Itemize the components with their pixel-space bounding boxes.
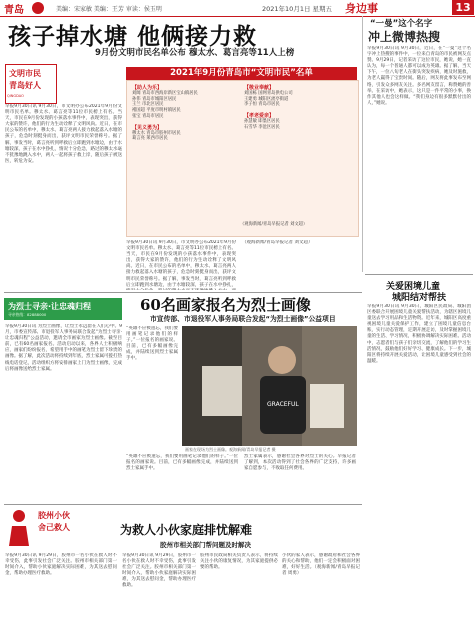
mid-story-body-left: 早报9月30日讯 为烈士画像，让烈士永远留在人们心中。9月，市委宣传部、市退役军人事务局联合发起“为烈士寻亲·让忠魂归程”公益活动，邀请全市画家为烈士画像。截至目前，已有60名画家报名。活动启动以来，各界人士积极响应，画家们纷纷报名，希望用手中的画笔为烈士留下珍贵的画像。据了解，此次活动将持续到年底，烈士家属可拨打热线电话登记，活动组织方将安排画家上门为烈士画像，完成后将画像送给烈士家属。 (5, 324, 122, 372)
list-category: 【孝老爱亲】 (244, 113, 275, 120)
svg-text:GRACEFUL: GRACEFUL (267, 401, 299, 408)
list-entry: 李子恒 青岛市居民 (244, 102, 280, 108)
mid-headline: 60名画家报名为烈士画像 (140, 296, 311, 314)
list-entry: 王兰 市北区居民 (132, 102, 164, 108)
list-entry: 刘国栋 国网青岛供电公司 (244, 91, 293, 96)
main-headline: 孩子掉水塘 他俩接力救 (8, 23, 258, 50)
right-headline: 冲上微博热搜 (368, 30, 441, 44)
lower-body-mid: 早报9月30日讯 9月29日，胶州市一名小伙在救人时不幸受伤，此事引发社会广泛关注。胶州市相关部门第一时间介入，帮助小伙家庭解决实际困难，为其送去慰问金，帮助办理医疗救助。 (122, 553, 196, 589)
mid-story-body-lower: “英雄不应被遗忘，我们要用画笔记录他们的样子。”一位报名的画家说。目前，已有多幅画像完成，并陆续送到烈士家属手中。 (126, 454, 238, 472)
badge-sub: QINGDAO (7, 94, 24, 98)
list-category: 【见义勇为】 (132, 124, 163, 131)
newspaper-logo: 青岛 (4, 5, 24, 16)
list-entry: 石雪华 李沧区居民 (244, 124, 280, 130)
issue-date: 2021年10月1日 星期五 (262, 5, 333, 13)
mid-story-body-mid: “英雄不应被遗忘，我们要用画笔记录他们的样子。”一位报名的画家说。目前，已有多幅画像完成，并陆续送到烈士家属手中。 (126, 326, 178, 362)
lower-headline: 为救人小伙家庭排忧解难 (120, 523, 253, 537)
page-number: 13 (452, 0, 474, 15)
list-entry: 孙伟 青岛市城阳区居民 (132, 96, 177, 102)
right-story-body: 早报9月30日讯 9月30日，近日，在“一曼”这个名字冲上热搜的事件中，一位来自青岛的市民被网友点赞。9月29日，记者采访了这位市民，她说，她一直认为，每一个普通人都可以成为英雄。据了解，当天下午，一位八旬老人在街头突发疾病，她及时施救，为老人赢得了宝贵时间。随后，网友将此事发布至网络，引发众多网友关注。多名网友留言，称赞她的善举。在采访中，她表示，这只是一件平常的小事，换作其他人也会这样做。“我们身边有很多默默付出的人，”她说。 (367, 46, 471, 106)
citizen-list-title: 2021年9月份青岛市“文明市民”名单 (126, 67, 357, 80)
section-rule (365, 274, 473, 275)
list-entry: 王建勇 城阳区流亭街道 (244, 96, 289, 102)
list-entry: 葛言亮 莱西市居民 (132, 136, 168, 142)
lower-body-mid2: 胶州市民政局相关负责人表示，将持续关注小伙的康复情况，为其家庭提供必要的帮助。 (200, 553, 278, 571)
mid-story-body-right: 烈士家属表示，感谢社会各界对烈士的关心。早报记者了解到，本次活动得到了社会各界的广泛支持，许多画家自愿参与，不收取任何费用。 (244, 454, 356, 472)
editor-credits: 美编：宋家敏 美编：王芳 审读：侯玉明 (56, 6, 162, 13)
martyr-search-hotline: 寻亲热线：82888000 (8, 312, 47, 317)
jiaozhou-badge-line2: 舍己救人 (38, 523, 70, 532)
right-mid-headline2: 城阳结对帮扶 (392, 293, 447, 303)
list-column-right (244, 84, 352, 131)
top-story-body-cont2: （观海新闻/青岛早报记者 刘文超） (242, 240, 313, 245)
right-kicker: “一曼”这个名字 (370, 19, 433, 29)
top-story-body: 早报9月30日讯 9月30日，市文明办公布2021年9月份文明市民名单。穆太水、葛言亮等11位市民榜上有名。当天，市民在9月份发现的小孩落水事件中，表现突出，获得大家的赞许，他们的行为生动诠释了文明风尚。近日，在市民公布的名单中，穆太水、葛言亮两人接力救起落入水塘的孩子，危急时刻挺身而出，获评文明市民荣誉称号。据了解，事发当时，葛言亮听到呼救后立即跑到水塘边，由于水塘较深，孩子在水中挣扎，情况十分危急，路过的穆太水毫不犹豫地跳入水中，两人一起将孩子救上岸，随后孩子被送医，转危为安。 (5, 104, 122, 164)
logo-mark-icon (32, 2, 44, 14)
hero-silhouette-icon (4, 508, 34, 548)
painter-photo-graphic (182, 326, 357, 446)
mid-subheadline: 市宣传部、市退役军人事务局联合发起“为烈士画像”公益项目 (150, 315, 336, 323)
list-entry: 张宝 青岛市居民 (132, 113, 164, 119)
martyr-search-title: 为烈士寻亲·让忠魂归程 (8, 302, 92, 311)
column-divider (362, 16, 363, 272)
photo-caption: 画家在现场为烈士画像。观海新闻/青岛早报记者 摄 (185, 447, 276, 452)
section-rule (4, 292, 362, 293)
list-column-left (132, 84, 237, 142)
lower-subheadline: 胶州市相关部门帮问题及时解决 (160, 541, 251, 549)
list-entry: 穆太水 青岛市胶州市居民 (132, 130, 181, 136)
right-mid-body: 早报9月30日讯 9月30日，城阳区民政局、城阳团区委联合开展困境儿童关爱帮扶活动，为辖区困境儿童送去学习用品和生活物资。近年来，城阳区高度重视困境儿童关爱保护工作，建立了困境儿童信息台账，实行动态管理，定期开展走访，及时掌握困境儿童的生活、学习情况，积极协调解决实际困难。活动中，志愿者们与孩子们亲切交流，了解他们的学习生活情况，鼓励他们好好学习、健康成长。下一步，城阳区将持续开展关爱活动，让困境儿童感受到社会的温暖。 (367, 304, 471, 364)
lower-body-left: 早报9月30日讯 9月29日，胶州市一名小伙在救人时不幸受伤，此事引发社会广泛关注。胶州市相关部门第一时间介入，帮助小伙家庭解决实际困难，为其送去慰问金，帮助办理医疗救助。 (5, 553, 117, 577)
badge-line1: 文明市民 (9, 69, 41, 78)
badge-line2: 青岛好人 (9, 81, 41, 90)
list-entry: 刘阔 青岛市西海岸新区宝山镇居民 (132, 91, 198, 96)
list-footnote: （观海新闻/青岛早报记者 刘文超） (240, 222, 308, 227)
list-entry: 褚国超 平度市明村镇居民 (132, 108, 181, 114)
section-rule (4, 504, 362, 505)
right-mid-headline1: 关爱困境儿童 (386, 282, 441, 292)
list-category: 【敬业奉献】 (244, 85, 275, 91)
section-title: 身边事 (345, 2, 378, 15)
lower-body-right: 小伙的家人表示，感谢政府和社会各界的关心和帮助，他们一定会积极面对困难，好好生活。（观海新闻/青岛早报记者 周勇） (282, 553, 360, 577)
top-story-body-cont: 早报9月30日讯 9月30日，市文明办公布2021年9月份文明市民名单。穆太水、葛言亮等11位市民榜上有名。当天，市民在9月份发现的小孩落水事件中，表现突出，获得大家的赞许，他们的行为生动诠释了文明风尚。近日，在市民公布的名单中，穆太水、葛言亮两人接力救起落入水塘的孩子，危急时刻挺身而出，获评文明市民荣誉称号。据了解，事发当时，葛言亮听到呼救后立即跑到水塘边，由于水塘较深，孩子在水中挣扎， (126, 240, 236, 288)
jiaozhou-badge-line1: 胶州小伙 (38, 511, 70, 520)
main-subheadline: 9月份文明市民名单公布 穆太水、葛言亮等11人上榜 (95, 48, 295, 58)
list-entry: 孙慧敏 即墨区居民 (244, 119, 280, 125)
list-category: 【助人为乐】 (132, 85, 163, 91)
painter-photo (182, 326, 357, 446)
